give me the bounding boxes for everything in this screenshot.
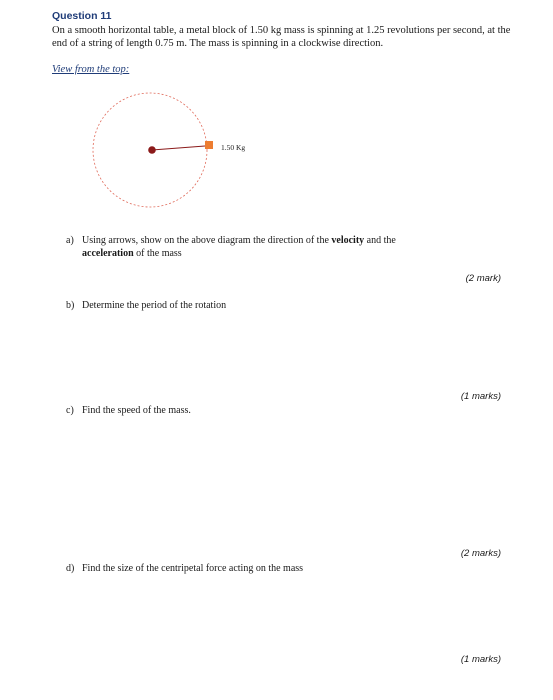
circular-motion-diagram — [88, 86, 246, 218]
part-a-text-middle: and the — [364, 235, 396, 246]
view-label: View from the top: — [52, 64, 130, 75]
part-b — [66, 299, 226, 312]
string-line — [152, 146, 205, 150]
part-b-text: Determine the period of the rotation — [82, 300, 227, 311]
part-b-marks: (1 marks) — [460, 391, 501, 402]
part-a-text-before: Using arrows, show on the above diagram the direction of the — [82, 235, 332, 246]
part-a-letter: a) — [66, 235, 74, 246]
part-d-letter: d) — [66, 563, 75, 574]
part-a-marks: (2 mark) — [465, 273, 501, 284]
part-c-text: Find the speed of the mass. — [82, 405, 191, 416]
mass-block — [205, 141, 213, 149]
part-d-marks: (1 marks) — [460, 654, 501, 665]
part-a-bold-velocity: velocity — [331, 235, 365, 246]
question-title: Question 11 — [52, 10, 112, 22]
mass-label: 1.50 Kg — [221, 143, 246, 152]
part-a — [66, 234, 486, 260]
center-point — [148, 146, 156, 154]
part-d — [66, 562, 303, 575]
part-d-text: Find the size of the centripetal force acting on the mass — [82, 563, 304, 574]
part-c — [66, 404, 191, 417]
part-a-text-after: of the mass — [133, 248, 182, 259]
part-a-bold-acceleration: acceleration — [82, 248, 134, 259]
question-intro: On a smooth horizontal table, a metal block of 1.50 kg mass is spinning at 1.25 revolutions per second, at the end of a string of length 0.75 m. The mass is spinning in a clockwise direction. — [52, 25, 511, 49]
part-a-line2 — [66, 247, 486, 260]
part-c-marks: (2 marks) — [460, 548, 501, 559]
part-c-letter: c) — [66, 405, 74, 416]
part-b-letter: b) — [66, 300, 75, 311]
